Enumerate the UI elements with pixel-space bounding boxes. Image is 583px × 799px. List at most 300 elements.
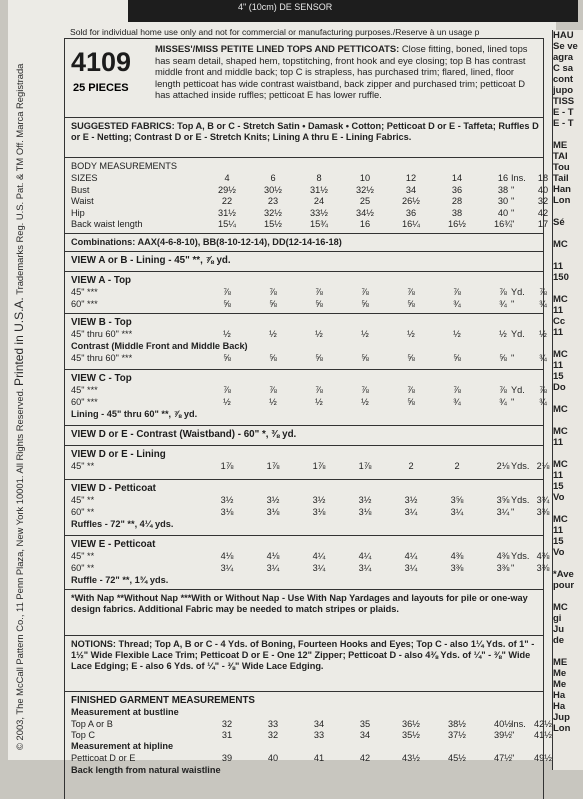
cell-value: ⅞ bbox=[499, 385, 507, 395]
description-text: Close fitting, boned, lined tops has seam detail, shaped hem, topstitching, front hook and eye closing; top B has contrast middle front and middle back; top C is strapless, has purchased trim; flared, lined, floor length petticoat has wide contrast waistband, back zipper and purchased trim; petticoat D has attached inside ruffles; petticoat E has lower ruffle. bbox=[155, 43, 528, 101]
cell-value: 3¼ bbox=[220, 563, 234, 573]
cell-value: 1⅞ bbox=[312, 461, 326, 471]
table-row bbox=[65, 196, 549, 208]
side-label: Ju bbox=[553, 624, 565, 635]
cell-value: ⅞ bbox=[453, 287, 461, 297]
cell-value: 31½ bbox=[218, 207, 236, 218]
cell-value: ⅝ bbox=[269, 353, 277, 363]
side-label bbox=[553, 338, 583, 349]
unit-label: Ins. bbox=[511, 719, 526, 729]
cell-value: 15½ bbox=[264, 219, 282, 229]
cell-value: 16 bbox=[359, 219, 371, 229]
side-label: 150 bbox=[553, 272, 569, 283]
side-label: 15 bbox=[553, 536, 564, 547]
cell-value: ½ bbox=[269, 397, 277, 407]
notions: NOTIONS: Thread; Top A, B or C - 4 Yds. of Boning, Fourteen Hooks and Eyes; Top C - also 1¼ Yds. of 1" - 1½" Wide Flexible Lace Trim; Petticoat D or E - One 12" Zipper; Petticoat D - also 4⅜ Yds. of ¼" - ⅜" Wide Lace Edging; E - also 6 Yds. of ¼" - ⅜" Wide Lace Edging. bbox=[71, 639, 535, 672]
side-label: 11 bbox=[553, 327, 564, 338]
cell-value: ½ bbox=[361, 329, 369, 339]
cell-value: 39 bbox=[221, 753, 233, 763]
cell-value: 41 bbox=[313, 753, 325, 763]
printed-in-usa: Printed in U.S.A. bbox=[12, 297, 26, 386]
row-label: 60" ** bbox=[71, 563, 95, 573]
row-label: Hip bbox=[71, 207, 85, 218]
side-label: pour bbox=[553, 580, 575, 591]
cell-value: 32 bbox=[537, 196, 549, 206]
body-measurements-title: BODY MEASUREMENTS bbox=[71, 161, 178, 171]
cell-value: 31 bbox=[221, 730, 233, 740]
cell-value: ⅝ bbox=[223, 299, 231, 309]
side-label: Me bbox=[553, 668, 567, 679]
cell-value: 4¼ bbox=[358, 551, 372, 561]
cell-value: 33 bbox=[267, 719, 279, 729]
side-label: 11 bbox=[553, 360, 564, 371]
cell-value: ½ bbox=[223, 397, 231, 407]
top-strip-text: 4" (10cm) DE SENSOR bbox=[238, 2, 333, 12]
view-c-lining: Lining - 45" thru 60" **, ⅞ yd. bbox=[71, 409, 198, 419]
trademark-text: Trademarks Reg. U.S. Pat. & TM Off. Marca Registrada bbox=[14, 63, 25, 295]
view-de-lining-title: VIEW D or E - Lining bbox=[71, 449, 166, 460]
cell-value: 35½ bbox=[402, 730, 420, 740]
cell-value: 16½ bbox=[448, 219, 466, 229]
cell-value: 30 bbox=[497, 196, 509, 206]
cell-value: ⅞ bbox=[315, 385, 323, 395]
cell-value: 42 bbox=[537, 207, 549, 218]
unit-label: Ins. bbox=[511, 173, 526, 183]
description-title: MISSES'/MISS PETITE LINED TOPS AND PETTICOATS: bbox=[155, 43, 400, 54]
cell-value: 1⅞ bbox=[266, 461, 280, 471]
row-label: Back waist length bbox=[71, 219, 143, 229]
cell-value: 2⅛ bbox=[496, 461, 510, 471]
cell-value: 35 bbox=[359, 719, 371, 729]
table-row bbox=[65, 207, 549, 220]
cell-value: ⅞ bbox=[269, 385, 277, 395]
cell-value: ½ bbox=[407, 329, 415, 339]
side-label: TISS bbox=[553, 96, 575, 107]
side-label: TAI bbox=[553, 151, 568, 162]
cell-value: 2 bbox=[408, 461, 414, 471]
divider bbox=[65, 535, 543, 536]
side-label: 11 bbox=[553, 470, 564, 481]
side-label bbox=[553, 393, 583, 404]
side-label bbox=[553, 250, 583, 261]
view-c-title: VIEW C - Top bbox=[71, 373, 132, 384]
unit-label: Yd. bbox=[511, 329, 525, 339]
cell-value: 40 bbox=[497, 207, 509, 218]
cell-value: 1⅞ bbox=[220, 461, 234, 471]
table-row bbox=[65, 329, 547, 341]
cell-value: ¾ bbox=[539, 299, 547, 309]
back-length-title: Back length from natural waistline bbox=[71, 765, 221, 775]
cell-value: 32 bbox=[267, 730, 279, 740]
cell-value: 38½ bbox=[448, 719, 466, 729]
cell-value: 3¼ bbox=[450, 507, 464, 517]
cell-value: 3½ bbox=[266, 495, 280, 505]
side-label: MC bbox=[553, 349, 568, 360]
side-label bbox=[553, 415, 583, 426]
divider bbox=[65, 271, 543, 272]
side-label bbox=[553, 283, 583, 294]
cell-value: 4⅛ bbox=[266, 551, 280, 561]
cell-value: 33 bbox=[313, 730, 325, 740]
cell-value: ¾ bbox=[499, 299, 507, 309]
side-label: ME bbox=[553, 140, 568, 151]
row-label: Bust bbox=[71, 184, 90, 195]
side-label: E - T bbox=[553, 107, 574, 118]
cell-value: 39½ bbox=[494, 730, 512, 740]
cell-value: ⅞ bbox=[361, 287, 369, 297]
cell-value: 3⅜ bbox=[496, 563, 510, 573]
unit-label: " bbox=[511, 299, 515, 309]
side-label: cont bbox=[553, 74, 574, 85]
side-panel-french bbox=[552, 30, 583, 770]
side-label bbox=[553, 448, 583, 459]
cell-value: 14 bbox=[451, 173, 463, 183]
cell-value: 3⅛ bbox=[220, 507, 234, 517]
unit-label: Yds. bbox=[511, 551, 530, 561]
cell-value: 47½ bbox=[494, 753, 512, 763]
cell-value: ½ bbox=[539, 329, 547, 339]
pieces-count: 25 PIECES bbox=[73, 82, 129, 94]
side-label: Vo bbox=[553, 547, 565, 558]
view-de-contrast: VIEW D or E - Contrast (Waistband) - 60" *, ⅜ yd. bbox=[71, 429, 297, 440]
cell-value: ⅝ bbox=[361, 353, 369, 363]
row-label: 60" *** bbox=[71, 299, 98, 309]
unit-label: " bbox=[511, 507, 515, 517]
cell-value: 45½ bbox=[448, 753, 466, 763]
side-label: MC bbox=[553, 459, 568, 470]
cell-value: 4⅜ bbox=[496, 551, 510, 561]
row-label: 45" ** bbox=[71, 495, 95, 505]
cell-value: ⅞ bbox=[269, 287, 277, 297]
cell-value: 25 bbox=[359, 196, 371, 206]
table-row bbox=[65, 299, 547, 311]
row-label: 60" *** bbox=[71, 397, 98, 407]
side-label: Lon bbox=[553, 723, 571, 734]
cell-value: 16 bbox=[497, 173, 509, 183]
side-label: ME bbox=[553, 657, 568, 668]
cell-value: 36½ bbox=[402, 719, 420, 729]
cell-value: 34 bbox=[359, 730, 371, 740]
nap-note: *With Nap **Without Nap ***With or Without Nap - Use With Nap Yardages and layouts for pile or one-way design fabrics. Additional Fabric may be needed to match stripes or plaids. bbox=[71, 593, 528, 615]
cell-value: ½ bbox=[269, 329, 277, 339]
cell-value: 31½ bbox=[310, 184, 328, 195]
suggested-fabrics: SUGGESTED FABRICS: Top A, B or C - Stretch Satin • Damask • Cotton; Petticoat D or E - Taffeta; Ruffles D or E - Netting; Contrast D or E - Stretch Knits; Lining A thru E - Lining Fabrics. bbox=[71, 121, 539, 143]
cell-value: 37½ bbox=[448, 730, 466, 740]
cell-value: 4⅛ bbox=[220, 551, 234, 561]
unit-label: " bbox=[511, 730, 515, 740]
cell-value: ⅞ bbox=[407, 287, 415, 297]
row-label: 45" ** bbox=[71, 551, 95, 561]
side-label bbox=[553, 558, 583, 569]
side-label: de bbox=[553, 635, 565, 646]
side-label: C sa bbox=[553, 63, 574, 74]
cell-value: 32 bbox=[221, 719, 233, 729]
cell-value: 34 bbox=[405, 184, 417, 195]
side-label: 15 bbox=[553, 371, 564, 382]
cell-value: 41½ bbox=[534, 730, 552, 740]
cell-value: 3¼ bbox=[358, 563, 372, 573]
cell-value: 3⅛ bbox=[266, 507, 280, 517]
cell-value: ¾ bbox=[539, 353, 547, 363]
side-label: Sé bbox=[553, 217, 565, 228]
cell-value: ⅞ bbox=[361, 385, 369, 395]
row-label: Top A or B bbox=[71, 719, 113, 729]
cell-value: 8 bbox=[316, 173, 322, 183]
cell-value: ⅝ bbox=[407, 353, 415, 363]
unit-label: " bbox=[511, 219, 515, 229]
side-label: MC bbox=[553, 294, 568, 305]
cell-value: 38 bbox=[497, 184, 509, 195]
cell-value: 6 bbox=[270, 173, 276, 183]
cell-value: ½ bbox=[315, 329, 323, 339]
cell-value: 36 bbox=[451, 184, 463, 195]
side-label: Ha bbox=[553, 701, 566, 712]
cell-value: 3⅜ bbox=[450, 563, 464, 573]
row-label: 45" thru 60" *** bbox=[71, 329, 133, 339]
cell-value: 15¾ bbox=[310, 219, 328, 229]
cell-value: 3¼ bbox=[496, 507, 510, 517]
side-label: MC bbox=[553, 602, 568, 613]
sold-notice: Sold for individual home use only and not for commercial or manufacturing purposes./Reserve à un usage p bbox=[70, 27, 480, 37]
row-label: 45" ** bbox=[71, 461, 95, 471]
row-label: 45" *** bbox=[71, 385, 98, 395]
side-label bbox=[553, 228, 583, 239]
cell-value: 10 bbox=[359, 173, 371, 183]
cell-value: 1⅞ bbox=[358, 461, 372, 471]
unit-label: " bbox=[511, 353, 515, 363]
table-row bbox=[65, 461, 550, 473]
cell-value: 3½ bbox=[220, 495, 234, 505]
divider bbox=[65, 479, 543, 480]
table-row bbox=[65, 563, 550, 575]
cell-value: 32½ bbox=[264, 207, 282, 218]
cell-value: 3⅜ bbox=[536, 507, 550, 517]
cell-value: ⅝ bbox=[223, 353, 231, 363]
cell-value: 4¼ bbox=[404, 551, 418, 561]
side-label: Jup bbox=[553, 712, 570, 723]
cell-value: 3½ bbox=[358, 495, 372, 505]
table-row bbox=[65, 184, 549, 197]
cell-value: ⅝ bbox=[315, 299, 323, 309]
table-row bbox=[65, 397, 547, 409]
cell-value: ½ bbox=[499, 329, 507, 339]
description bbox=[155, 43, 539, 101]
row-label: 45" thru 60" *** bbox=[71, 353, 133, 363]
table-row bbox=[65, 385, 547, 397]
table-row bbox=[65, 173, 549, 185]
side-label: 11 bbox=[553, 525, 564, 536]
cell-value: 17 bbox=[537, 219, 549, 229]
cell-value: 3½ bbox=[312, 495, 326, 505]
cell-value: 38 bbox=[451, 207, 463, 218]
side-label bbox=[553, 503, 583, 514]
cell-value: 3¾ bbox=[536, 495, 550, 505]
side-label: Do bbox=[553, 382, 566, 393]
cell-value: 36 bbox=[405, 207, 417, 218]
side-label: gi bbox=[553, 613, 562, 624]
cell-value: ⅝ bbox=[407, 299, 415, 309]
cell-value: 3⅝ bbox=[496, 495, 510, 505]
table-row bbox=[65, 219, 549, 231]
cell-value: 4 bbox=[224, 173, 230, 183]
cell-value: 3⅛ bbox=[312, 507, 326, 517]
side-label: agra bbox=[553, 52, 574, 63]
divider bbox=[65, 425, 543, 426]
cell-value: 3⅝ bbox=[450, 495, 464, 505]
side-label bbox=[553, 129, 583, 140]
divider bbox=[65, 691, 543, 692]
row-label: 45" *** bbox=[71, 287, 98, 297]
cell-value: 23 bbox=[267, 196, 279, 206]
unit-label: " bbox=[511, 753, 515, 763]
unit-label: " bbox=[511, 196, 515, 206]
unit-label: Yd. bbox=[511, 385, 525, 395]
table-row bbox=[65, 495, 550, 507]
cell-value: 24 bbox=[313, 196, 325, 206]
cell-value: ⅝ bbox=[315, 353, 323, 363]
cell-value: ⅞ bbox=[539, 385, 547, 395]
cell-value: 4⅜ bbox=[536, 551, 550, 561]
cell-value: 34½ bbox=[356, 207, 374, 218]
cell-value: 2⅛ bbox=[536, 461, 550, 471]
side-label: 11 bbox=[553, 305, 564, 316]
side-label bbox=[553, 591, 583, 602]
cell-value: 4¼ bbox=[312, 551, 326, 561]
cell-value: 3¼ bbox=[266, 563, 280, 573]
cell-value: 16¼ bbox=[402, 219, 420, 229]
cell-value: ⅝ bbox=[453, 353, 461, 363]
table-row bbox=[65, 287, 547, 299]
divider bbox=[65, 157, 543, 158]
divider bbox=[65, 445, 543, 446]
vertical-copyright bbox=[12, 30, 26, 750]
cell-value: 28 bbox=[451, 196, 463, 206]
cell-value: ½ bbox=[315, 397, 323, 407]
cell-value: ⅝ bbox=[361, 299, 369, 309]
side-label: Vo bbox=[553, 492, 565, 503]
side-label: Ha bbox=[553, 690, 566, 701]
cell-value: 22 bbox=[221, 196, 233, 206]
cell-value: ½ bbox=[453, 329, 461, 339]
cell-value: ⅝ bbox=[499, 353, 507, 363]
unit-label: " bbox=[511, 184, 515, 195]
divider bbox=[65, 635, 543, 636]
cell-value: ⅝ bbox=[407, 397, 415, 407]
cell-value: 3¼ bbox=[312, 563, 326, 573]
divider bbox=[65, 589, 543, 590]
cell-value: ½ bbox=[223, 329, 231, 339]
row-label: Waist bbox=[71, 196, 94, 206]
hipline-title: Measurement at hipline bbox=[71, 741, 174, 751]
finished-title: FINISHED GARMENT MEASUREMENTS bbox=[71, 695, 255, 706]
cell-value: 34 bbox=[313, 719, 325, 729]
cell-value: 40½ bbox=[494, 719, 512, 729]
cell-value: 3¼ bbox=[404, 507, 418, 517]
row-label: Petticoat D or E bbox=[71, 753, 136, 763]
unit-label: " bbox=[511, 563, 515, 573]
table-row bbox=[65, 507, 550, 519]
cell-value: 12 bbox=[405, 173, 417, 183]
view-d-ruffles: Ruffles - 72" **, 4¼ yds. bbox=[71, 519, 174, 529]
side-label: Tail bbox=[553, 173, 569, 184]
cell-value: ⅞ bbox=[453, 385, 461, 395]
top-black-strip bbox=[128, 0, 578, 22]
cell-value: ⅞ bbox=[223, 287, 231, 297]
cell-value: 18 bbox=[537, 173, 549, 183]
side-label: MC bbox=[553, 239, 568, 250]
cell-value: 30½ bbox=[264, 184, 282, 195]
view-e-title: VIEW E - Petticoat bbox=[71, 539, 156, 550]
unit-label: Yds. bbox=[511, 461, 530, 471]
view-b-title: VIEW B - Top bbox=[71, 317, 132, 328]
cell-value: ¾ bbox=[453, 299, 461, 309]
side-label: Se ve bbox=[553, 41, 578, 52]
copyright-text: © 2003, The McCall Pattern Co., 11 Penn Plaza, New York 10001. All Rights Reserved. bbox=[14, 388, 25, 750]
divider bbox=[65, 313, 543, 314]
side-label: Cc bbox=[553, 316, 566, 327]
divider bbox=[65, 369, 543, 370]
cell-value: 3⅛ bbox=[358, 507, 372, 517]
row-label: SIZES bbox=[71, 173, 98, 183]
cell-value: ⅞ bbox=[407, 385, 415, 395]
side-label: MC bbox=[553, 514, 568, 525]
cell-value: 2 bbox=[454, 461, 460, 471]
side-label: Han bbox=[553, 184, 571, 195]
row-label: Top C bbox=[71, 730, 95, 740]
cell-value: ⅞ bbox=[315, 287, 323, 297]
row-label: 60" ** bbox=[71, 507, 95, 517]
side-label: 11 bbox=[553, 261, 564, 272]
pattern-envelope bbox=[8, 0, 578, 775]
cell-value: 33½ bbox=[310, 207, 328, 218]
cell-value: 43½ bbox=[402, 753, 420, 763]
side-label: MC bbox=[553, 426, 568, 437]
unit-label: Yd. bbox=[511, 287, 525, 297]
unit-label: " bbox=[511, 207, 515, 218]
side-label bbox=[553, 646, 583, 657]
view-e-ruffle: Ruffle - 72" **, 1¾ yds. bbox=[71, 575, 169, 585]
side-label: 11 bbox=[553, 437, 564, 448]
cell-value: 26½ bbox=[402, 196, 420, 206]
cell-value: 3⅜ bbox=[536, 563, 550, 573]
view-ab-lining: VIEW A or B - Lining - 45" **, ⅞ yd. bbox=[71, 255, 231, 266]
side-label: HAU bbox=[553, 30, 574, 41]
cell-value: ¾ bbox=[539, 397, 547, 407]
table-row bbox=[65, 753, 552, 765]
cell-value: 42 bbox=[359, 753, 371, 763]
side-label: Me bbox=[553, 679, 567, 690]
side-label: jupo bbox=[553, 85, 574, 96]
info-panel bbox=[64, 38, 552, 799]
view-d-title: VIEW D - Petticoat bbox=[71, 483, 156, 494]
cell-value: 4⅜ bbox=[450, 551, 464, 561]
cell-value: 32½ bbox=[356, 184, 374, 195]
cell-value: ⅞ bbox=[223, 385, 231, 395]
side-label: Tou bbox=[553, 162, 570, 173]
table-row bbox=[65, 353, 547, 365]
cell-value: 3½ bbox=[404, 495, 418, 505]
cell-value: ⅝ bbox=[269, 299, 277, 309]
divider bbox=[65, 233, 543, 234]
cell-value: ½ bbox=[361, 397, 369, 407]
side-label: *Ave bbox=[553, 569, 574, 580]
cell-value: 3¼ bbox=[404, 563, 418, 573]
pattern-number: 4109 bbox=[71, 47, 132, 77]
cell-value: 15¼ bbox=[218, 219, 236, 229]
view-b-contrast: Contrast (Middle Front and Middle Back) bbox=[71, 341, 248, 351]
combinations: Combinations: AAX(4-6-8-10), BB(8-10-12-14), DD(12-14-16-18) bbox=[71, 237, 342, 247]
bustline-title: Measurement at bustline bbox=[71, 707, 179, 717]
